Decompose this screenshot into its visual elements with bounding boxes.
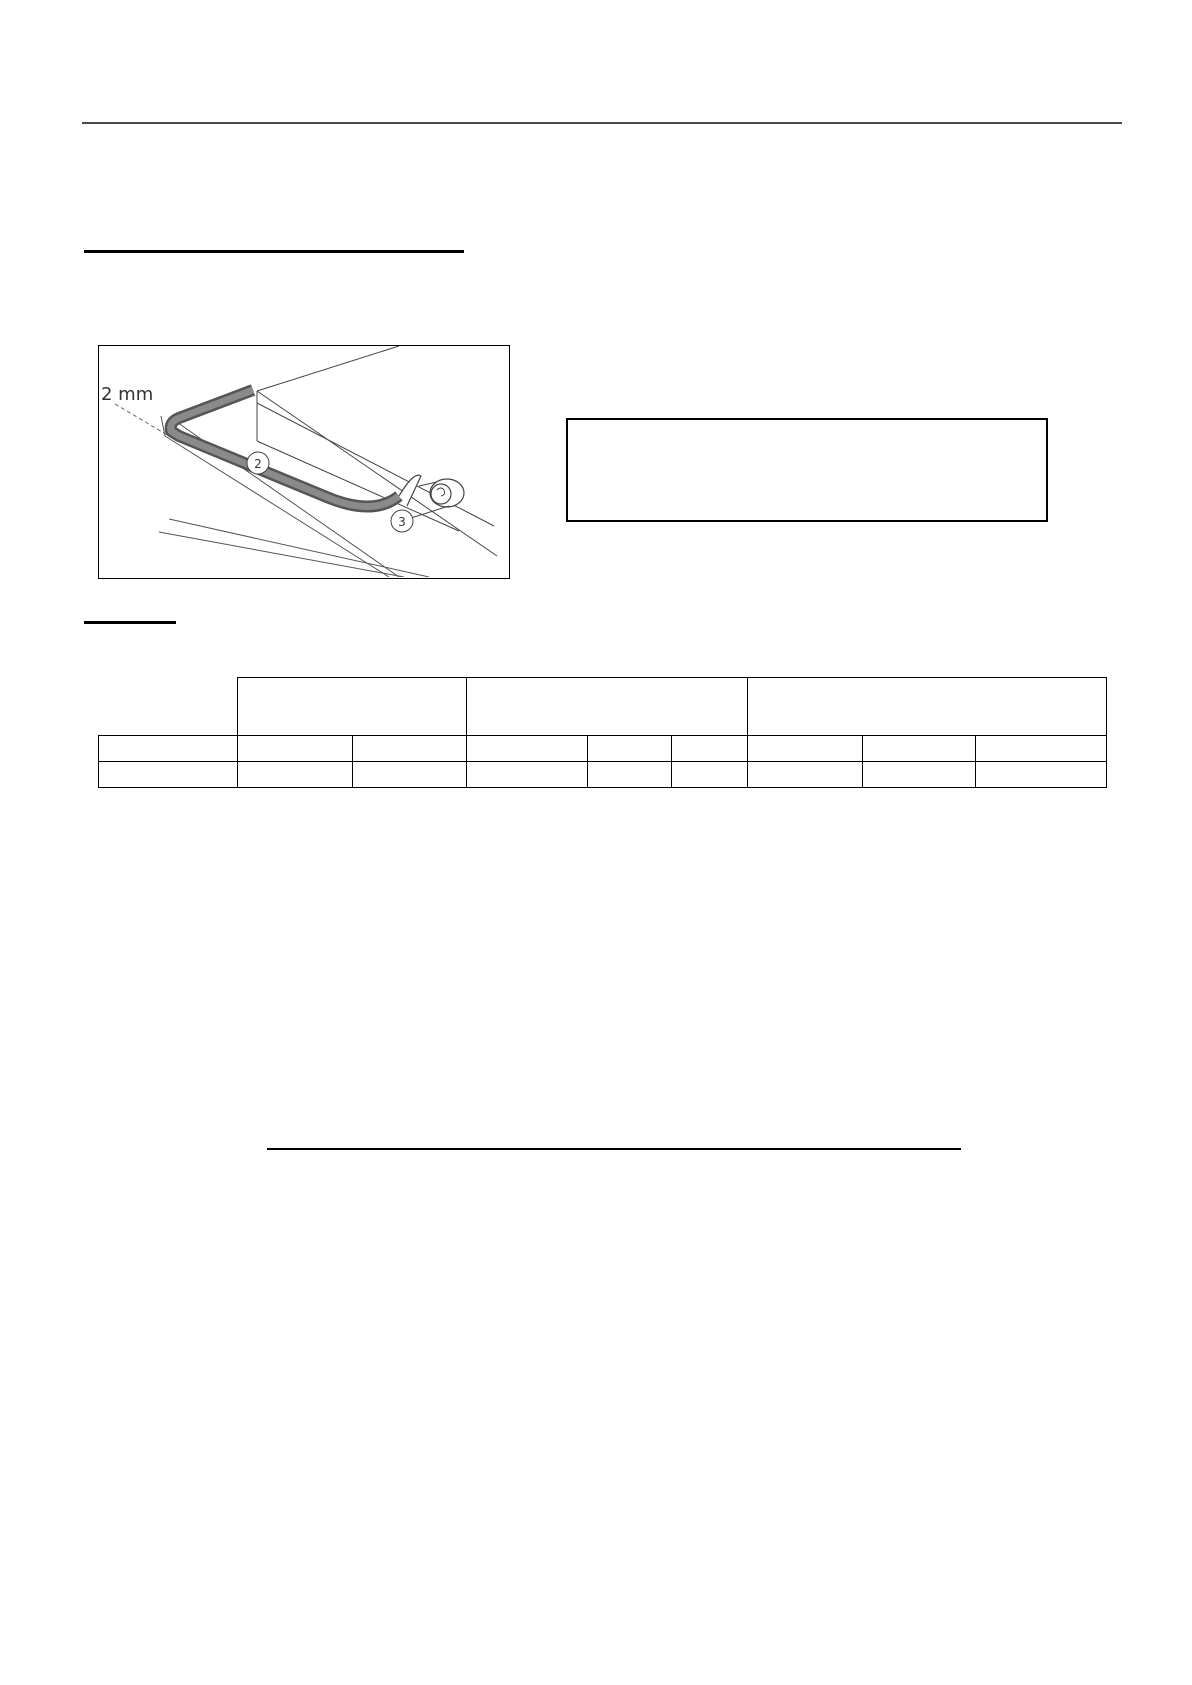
table-corner-cell [99,678,238,736]
table-cell [99,736,238,762]
table-header-group-3 [748,678,1107,736]
table-cell [353,736,467,762]
table-cell [672,736,748,762]
table-cell [863,736,976,762]
table-cell [672,762,748,788]
table-cell [588,736,672,762]
table-cell [588,762,672,788]
table-cell [467,736,588,762]
seal-installation-illustration [98,345,510,579]
dimension-label: 2 mm [101,384,154,405]
callout-3 [391,510,413,532]
table-row [99,762,1107,788]
table-cell [976,762,1107,788]
table-header-group-1 [238,678,467,736]
table-row [99,736,1107,762]
note-box [566,418,1048,522]
table-header-row [99,678,1107,736]
subheading-underline [84,621,176,624]
svg-text:3: 3 [398,515,406,529]
table-cell [467,762,588,788]
callout-2 [247,452,269,474]
footer-underline [267,1148,961,1150]
table-cell [353,762,467,788]
header-rule [82,122,1122,124]
table-cell [863,762,976,788]
table-cell [238,736,353,762]
svg-text:2: 2 [254,457,262,471]
table-cell [238,762,353,788]
table-header-group-2 [467,678,748,736]
table-cell [748,762,863,788]
table-cell [99,762,238,788]
section-heading-underline [84,250,464,253]
table-cell [976,736,1107,762]
spec-table [98,677,1107,788]
table-cell [748,736,863,762]
